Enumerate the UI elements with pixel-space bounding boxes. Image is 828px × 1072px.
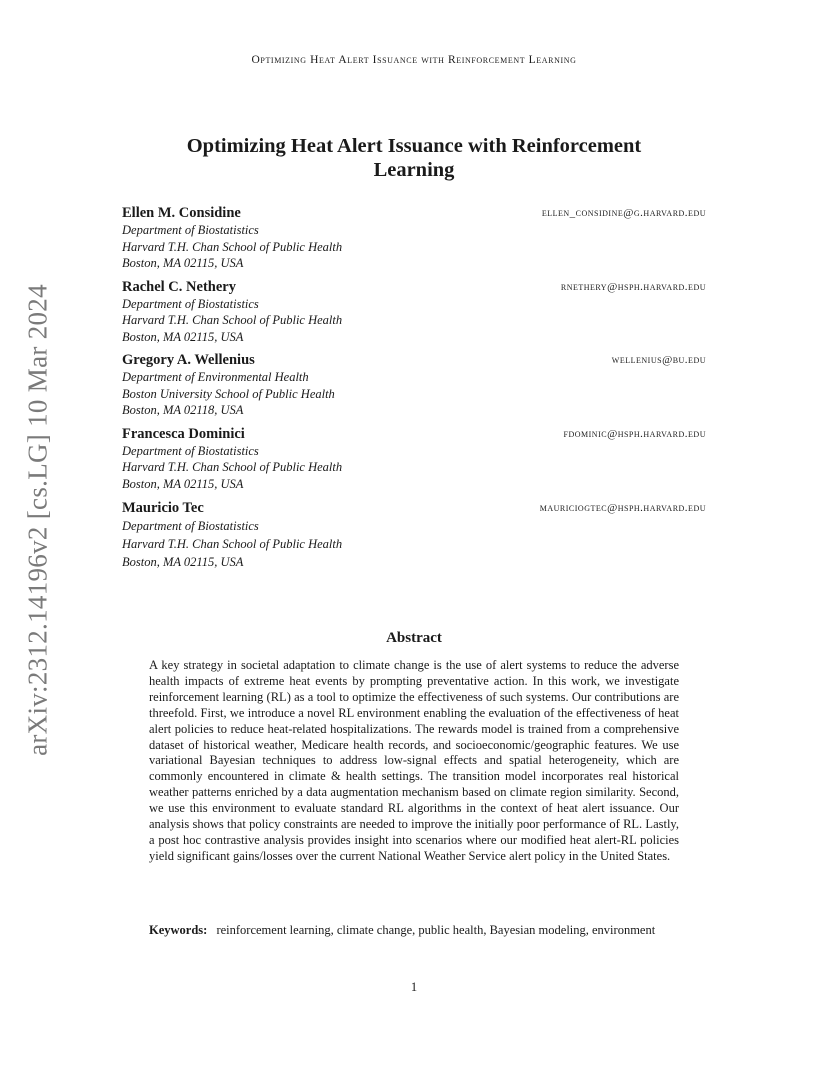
author-name: Rachel C. Nethery — [122, 278, 236, 295]
author-name: Ellen M. Considine — [122, 205, 241, 221]
arxiv-identifier: arXiv:2312.14196v2 [cs.LG] 10 Mar 2024 — [22, 284, 53, 756]
page-number: 1 — [410, 980, 418, 994]
author-block — [122, 426, 706, 493]
author-name: Francesca Dominici — [122, 425, 245, 442]
author-block — [122, 205, 706, 272]
author-institution: Harvard T.H. Chan School of Public Health — [122, 239, 343, 254]
author-email: mauriciogtec@hsph.harvard.edu — [539, 502, 706, 514]
running-head: Optimizing Heat Alert Issuance with Reinforcement Learning — [251, 54, 577, 66]
author-institution: Harvard T.H. Chan School of Public Health — [122, 313, 343, 327]
author-address: Boston, MA 02115, USA — [122, 555, 244, 569]
abstract-heading: Abstract — [386, 630, 442, 646]
author-block — [122, 500, 706, 571]
abstract-text: A key strategy in societal adaptation to climate change is the use of alert systems to reduce the adverse health impacts of extreme heat events by prompting preventative action. In this work, we investigate reinforcement learning (RL) as a tool to optimize the effectiveness of such systems. Our contributions are threefold. First, we introduce a novel RL environment enabling the evaluation of the effectiveness of heat alert policies to reduce heat-related hospitalizations. The rewards model is trained from a comprehensive dataset of historical weather, Medicare health records, and socioeconomic/geographic features. We use variational Bayesian techniques to address low-signal effects and spatial heterogeneity, which are commonly encountered in climate & health settings. The transition model incorporates real historical weather patterns enriched by a data augmentation mechanism based on climate region similarity. Second, we use this environment to evaluate standard RL algorithms in the context of heat alert issuance. Our analysis shows that policy constraints are needed to improve the initially poor performance of RL. Lastly, a post hoc contrastive analysis provides insight into scenarios where our modified heat alert-RL policies yield significant gains/losses over the current National Weather Service alert policy in the United States. — [149, 658, 679, 863]
author-department: Department of Environmental Health — [122, 370, 309, 384]
author-name: Gregory A. Wellenius — [122, 352, 255, 368]
keywords-label: Keywords: — [149, 923, 208, 937]
author-email: rnethery@hsph.harvard.edu — [560, 280, 706, 293]
author-block — [122, 279, 706, 346]
author-address: Boston, MA 02115, USA — [122, 256, 244, 270]
author-institution: Boston University School of Public Health — [122, 386, 335, 401]
keywords — [149, 922, 679, 938]
author-department: Department of Biostatistics — [122, 443, 259, 458]
author-address: Boston, MA 02118, USA — [122, 403, 244, 417]
keywords-text: reinforcement learning, climate change, public health, Bayesian modeling, environment — [216, 923, 656, 937]
author-address: Boston, MA 02115, USA — [122, 329, 244, 344]
author-name: Mauricio Tec — [122, 500, 204, 516]
author-department: Department of Biostatistics — [122, 519, 259, 533]
author-list — [122, 205, 706, 571]
author-department: Department of Biostatistics — [122, 223, 259, 237]
author-email: wellenius@bu.edu — [611, 354, 706, 366]
paper-title: Optimizing Heat Alert Issuance with Reinforcement Learning — [186, 135, 642, 181]
author-address: Boston, MA 02115, USA — [122, 476, 244, 491]
author-block — [122, 352, 706, 419]
author-email: fdominic@hsph.harvard.edu — [563, 427, 706, 440]
author-institution: Harvard T.H. Chan School of Public Health — [122, 460, 343, 474]
author-department: Department of Biostatistics — [122, 296, 259, 311]
author-institution: Harvard T.H. Chan School of Public Health — [122, 537, 343, 551]
author-email: ellen_considine@g.harvard.edu — [541, 207, 706, 219]
